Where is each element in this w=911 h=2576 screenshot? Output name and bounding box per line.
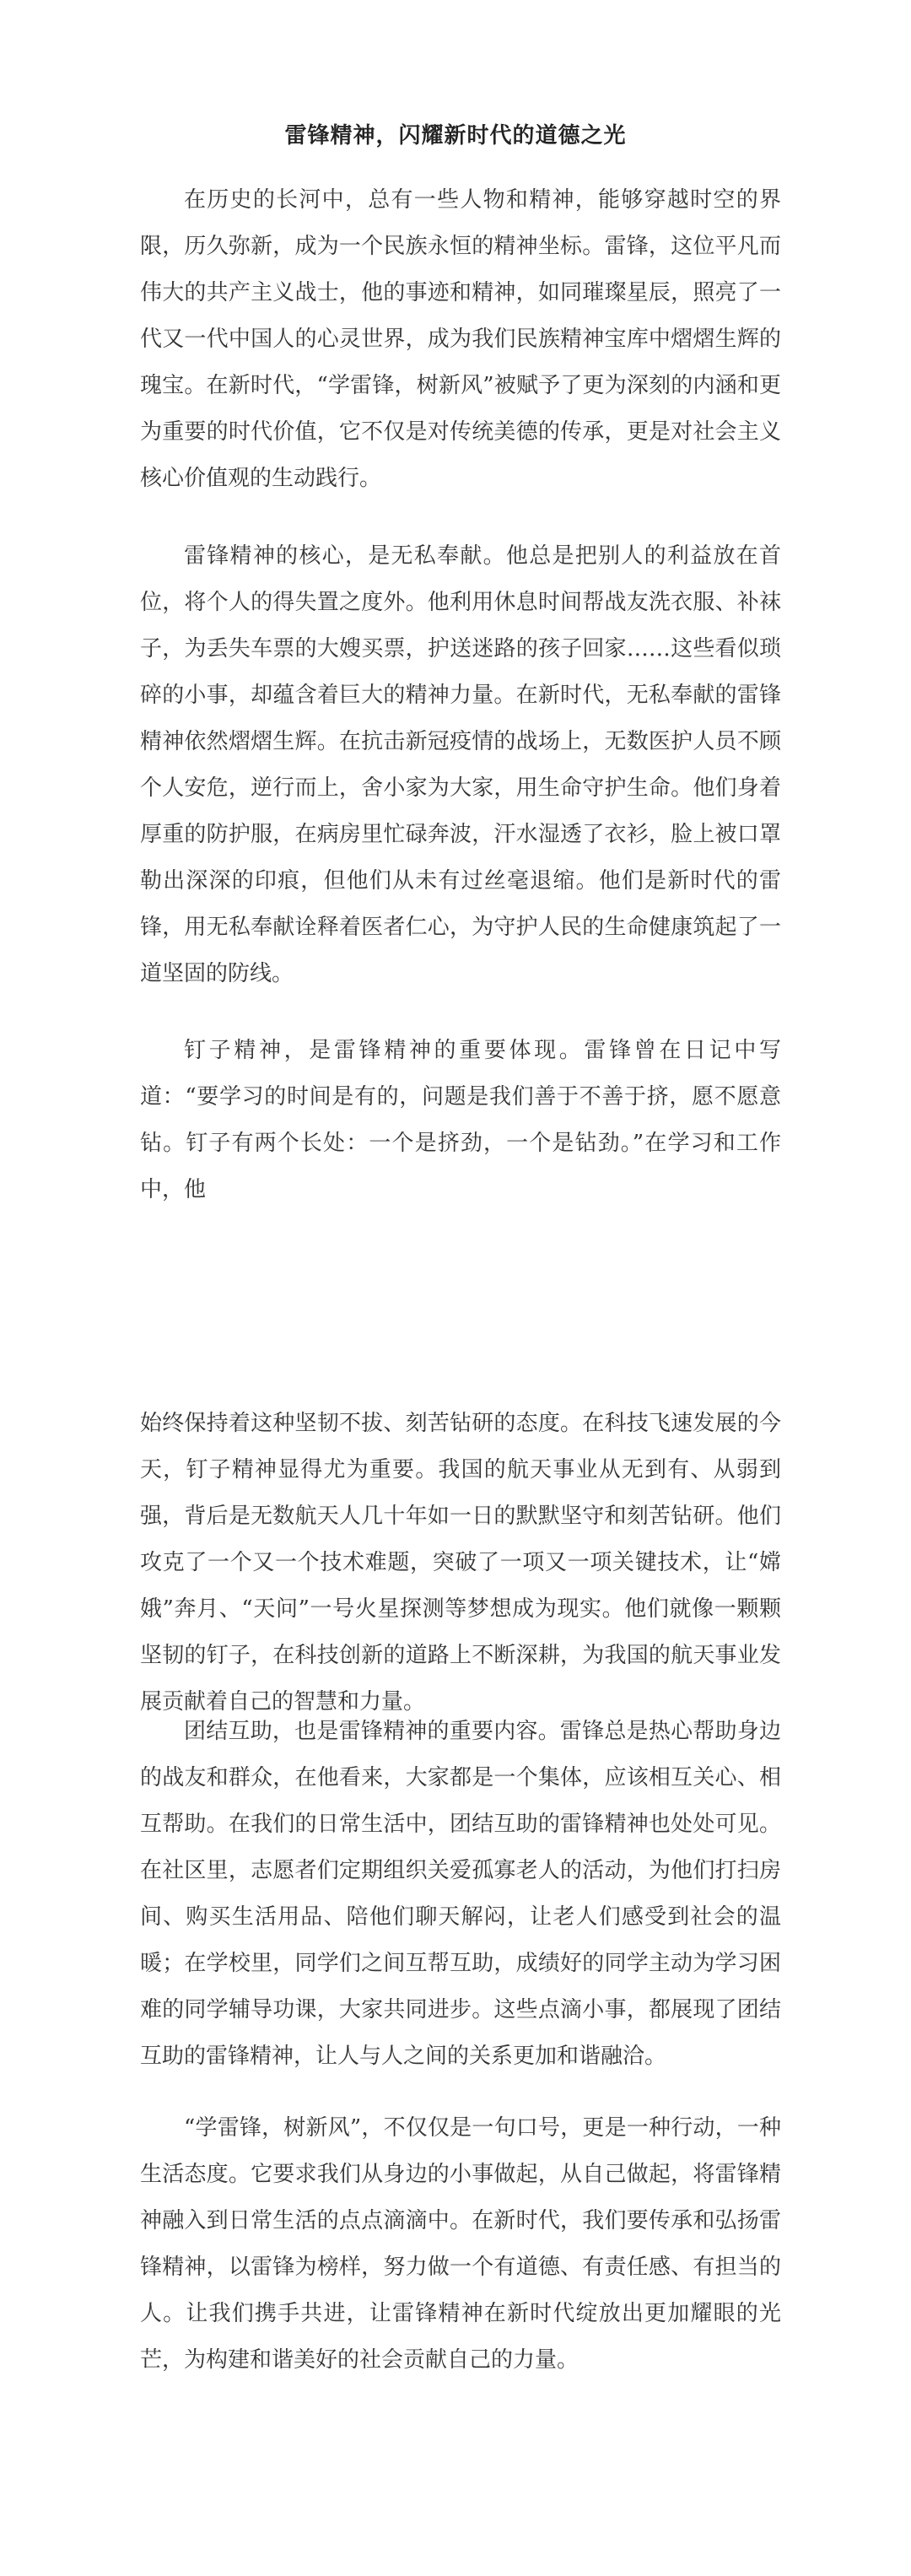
article-title: 雷锋精神，闪耀新时代的道德之光 [284, 123, 627, 149]
paragraph-1: 在历史的长河中，总有一些人物和精神，能够穿越时空的界限，历久弥新，成为一个民族永恒的精神坐标。雷锋，这位平凡而伟大的共产主义战士，他的事迹和精神，如同璀璨星辰，照亮了一代又一代中国人的心灵世界，成为我们民族精神宝库中熠熠生辉的瑰宝。在新时代，“学雷锋，树新风”被赋予了更为深刻的内涵和更为重要的时代价值，它不仅是对传统美德的传承，更是对社会主义核心价值观的生动践行。 [140, 187, 781, 491]
paragraph-3: 钉子精神，是雷锋精神的重要体现。雷锋曾在日记中写道：“要学习的时间是有的，问题是我们善于不善于挤，愿不愿意钻。钉子有两个长处：一个是挤劲，一个是钻劲。”在学习和工作中，他 [140, 1038, 781, 1202]
paragraph-4: 团结互助，也是雷锋精神的重要内容。雷锋总是热心帮助身边的战友和群众，在他看来，大家都是一个集体，应该相互关心、相互帮助。在我们的日常生活中，团结互助的雷锋精神也处处可见。在社区里，志愿者们定期组织关爱孤寡老人的活动，为他们打扫房间、购买生活用品、陪他们聊天解闷，让老人们感受到社会的温暖；在学校里，同学们之间互帮互助，成绩好的同学主动为学习困难的同学辅导功课，大家共同进步。这些点滴小事，都展现了团结互助的雷锋精神，让人与人之间的关系更加和谐融洽。 [140, 1719, 781, 2069]
paragraph-5: “学雷锋，树新风”，不仅仅是一句口号，更是一种行动，一种生活态度。它要求我们从身边的小事做起，从自己做起，将雷锋精神融入到日常生活的点点滴滴中。在新时代，我们要传承和弘扬雷锋精神，以雷锋为榜样，努力做一个有道德、有责任感、有担当的人。让我们携手共进，让雷锋精神在新时代绽放出更加耀眼的光芒，为构建和谐美好的社会贡献自己的力量。 [140, 2115, 781, 2373]
paragraph-3-continued: 始终保持着这种坚韧不拔、刻苦钻研的态度。在科技飞速发展的今天，钉子精神显得尤为重要。我国的航天事业从无到有、从弱到强，背后是无数航天人几十年如一日的默默坚守和刻苦钻研。他们攻克了一个又一个技术难题，突破了一项又一项关键技术，让“嫦娥”奔月、“天问”一号火星探测等梦想成为现实。他们就像一颗颗坚韧的钉子，在科技创新的道路上不断深耕，为我国的航天事业发展贡献着自己的智慧和力量。 [140, 1411, 781, 1715]
paragraph-2: 雷锋精神的核心，是无私奉献。他总是把别人的利益放在首位，将个人的得失置之度外。他利用休息时间帮战友洗衣服、补袜子，为丢失车票的大嫂买票，护送迷路的孩子回家……这些看似琐碎的小事，却蕴含着巨大的精神力量。在新时代，无私奉献的雷锋精神依然熠熠生辉。在抗击新冠疫情的战场上，无数医护人员不顾个人安危，逆行而上，舍小家为大家，用生命守护生命。他们身着厚重的防护服，在病房里忙碌奔波，汗水湿透了衣衫，脸上被口罩勒出深深的印痕，但他们从未有过丝毫退缩。他们是新时代的雷锋，用无私奉献诠释着医者仁心，为守护人民的生命健康筑起了一道坚固的防线。 [140, 543, 781, 986]
